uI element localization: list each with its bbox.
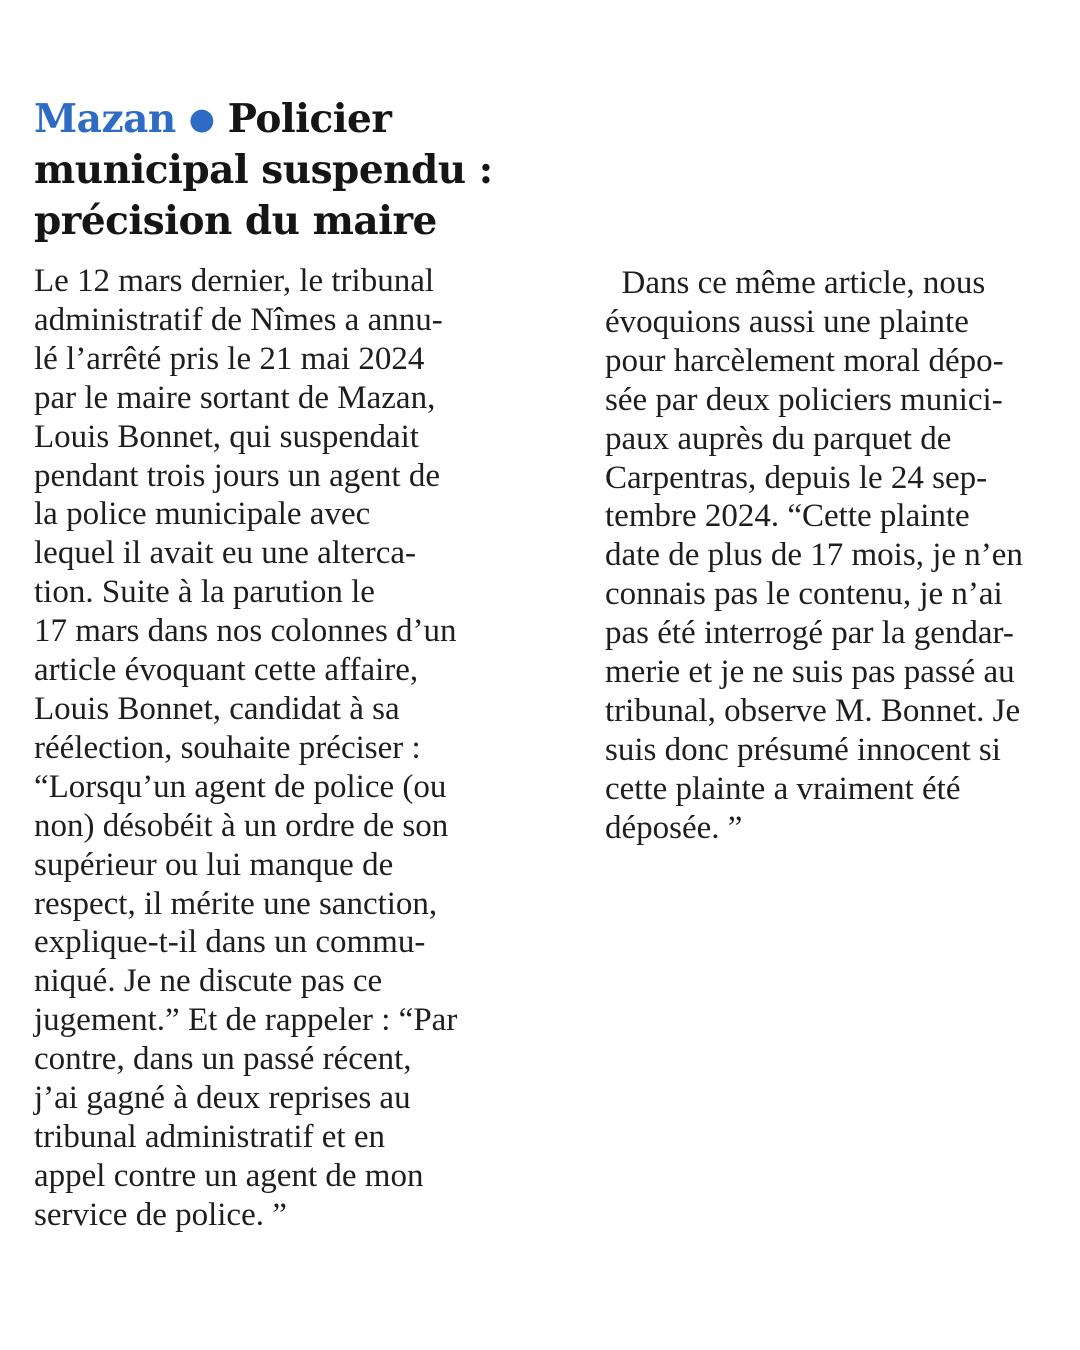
body-text-line: tribunal administratif et en [34, 1118, 385, 1155]
location-kicker: Mazan [34, 96, 176, 142]
body-text-line: non) désobéit à un ordre de son [34, 807, 449, 844]
body-text-line: lequel il avait eu une alterca- [34, 535, 417, 572]
body-text-line: respect, il mérite une sanction, [34, 885, 438, 922]
body-text-line: pour harcèlement moral dépo- [605, 342, 1004, 379]
article-body-left-column [34, 262, 494, 1235]
body-text-line: tembre 2024. “Cette plainte [605, 498, 970, 535]
body-text-line: paux auprès du parquet de [605, 420, 952, 457]
bullet-icon: ● [188, 102, 215, 137]
body-text-line: lé l’arrêté pris le 21 mai 2024 [34, 340, 425, 377]
body-text-line: pendant trois jours un agent de [34, 457, 440, 494]
body-text-line: connais pas le contenu, je n’ai [605, 576, 1003, 613]
body-text-line: suis donc présumé innocent si [605, 731, 1001, 768]
headline-line-2: municipal suspendu : [34, 147, 493, 193]
body-text-line: Louis Bonnet, qui suspendait [34, 418, 419, 455]
article-body-right-column [605, 264, 1055, 848]
body-text-line: tribunal, observe M. Bonnet. Je [605, 692, 1021, 729]
body-text-line: administratif de Nîmes a annu- [34, 301, 443, 338]
body-text-line: jugement.” Et de rappeler : “Par [34, 1002, 458, 1039]
body-text-line: la police municipale avec [34, 496, 371, 533]
body-text-line: “Lorsqu’un agent de police (ou [34, 768, 447, 805]
body-text-line: explique-t-il dans un commu- [34, 924, 426, 961]
body-text-line: article évoquant cette affaire, [34, 652, 419, 689]
body-text-line: merie et je ne suis pas passé au [605, 654, 1015, 691]
body-text-line: service de police. ” [34, 1196, 287, 1233]
headline-line-1: Policier [227, 96, 392, 142]
body-text-line: Louis Bonnet, candidat à sa [34, 690, 400, 727]
body-text-line: pas été interrogé par la gendar- [605, 615, 1014, 652]
body-text-line: cette plainte a vraiment été [605, 770, 961, 807]
headline-line-3: précision du maire [34, 198, 437, 244]
body-text-line: Dans ce même article, nous [605, 265, 986, 301]
body-text-line: Carpentras, depuis le 24 sep- [605, 459, 988, 496]
body-text-line: supérieur ou lui manque de [34, 846, 394, 883]
body-text-line: sée par deux policiers munici- [605, 381, 1003, 418]
body-text-line: niqué. Je ne discute pas ce [34, 963, 383, 1000]
body-text-line: par le maire sortant de Mazan, [34, 379, 436, 416]
body-text-line: déposée. ” [605, 809, 743, 846]
body-text-line: j’ai gagné à deux reprises au [34, 1080, 411, 1117]
body-text-line: appel contre un agent de mon [34, 1157, 424, 1194]
body-text-line: Le 12 mars dernier, le tribunal [34, 263, 435, 299]
body-text-line: réélection, souhaite préciser : [34, 729, 421, 766]
body-text-line: tion. Suite à la parution le [34, 574, 375, 611]
body-text-line: 17 mars dans nos colonnes d’un [34, 613, 457, 650]
body-text-line: évoquions aussi une plainte [605, 303, 969, 340]
article-headline [34, 94, 554, 247]
body-text-line: contre, dans un passé récent, [34, 1041, 412, 1078]
body-text-line: date de plus de 17 mois, je n’en [605, 537, 1023, 574]
